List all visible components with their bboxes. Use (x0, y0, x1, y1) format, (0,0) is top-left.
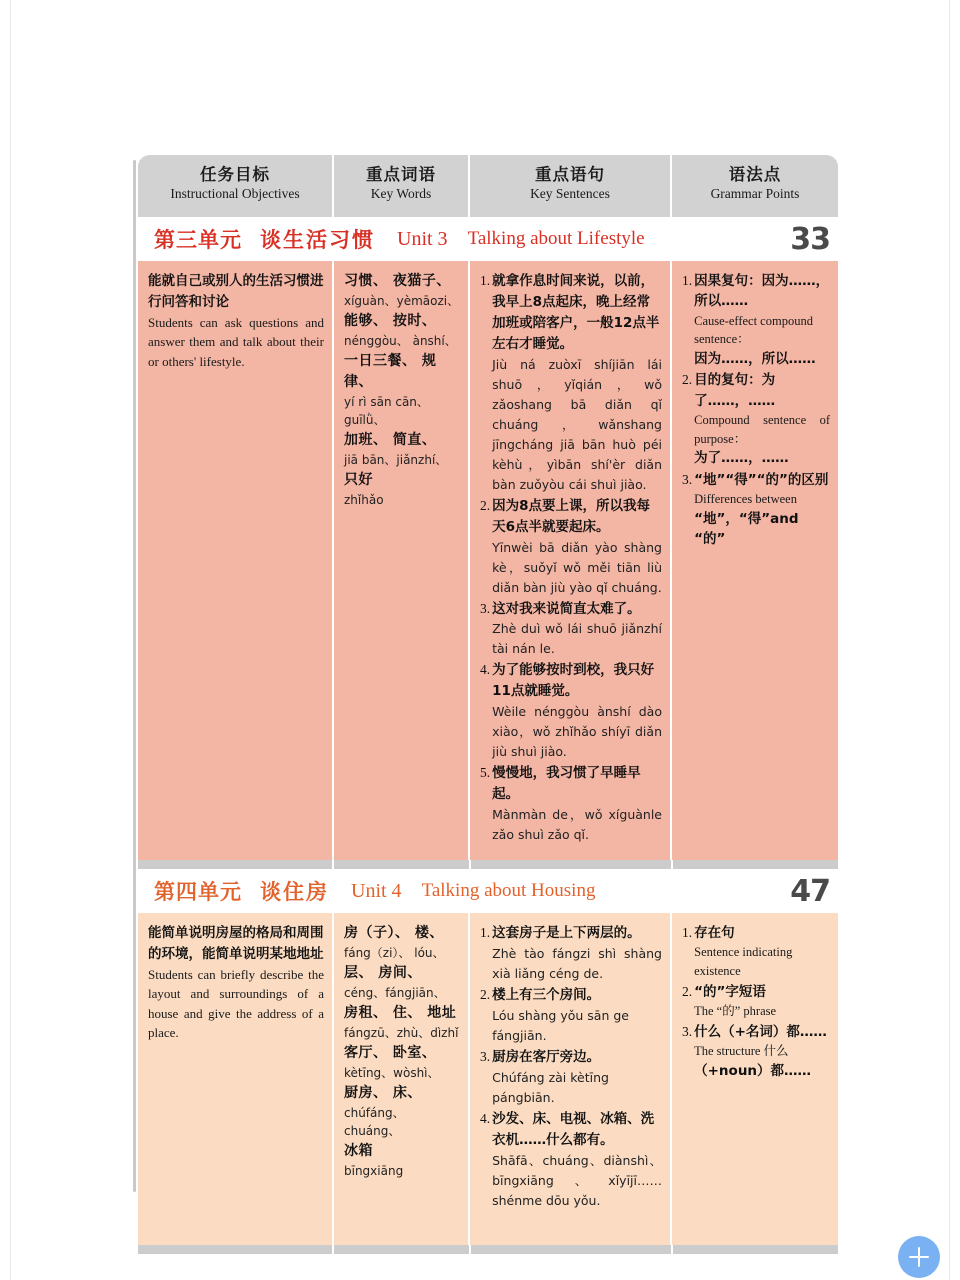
sentence-cn: 就拿作息时间来说，以前，我早上8点起床，晚上经常加班或陪客户，一般12点半左右才睡觉。 (492, 273, 660, 352)
grammar-item (682, 982, 830, 1021)
sentence-number: 3. (480, 600, 491, 616)
book-spine (133, 160, 136, 1192)
sentence-pinyin: Jiù ná zuòxī shíjiān lái shuō，yǐqián，wǒ zǎoshang bā diǎn qǐ chuáng，wǎnshang jīngcháng jiā bān huò péi kèhù，yìbān shí'èr diǎn bàn zuǒyòu cái shuì jiào. (492, 356, 662, 492)
grammar-en: The “的” phrase (694, 1004, 777, 1019)
keyword-cn: 一日三餐、 规律、 (344, 353, 437, 390)
sentence-number: 1. (480, 925, 491, 941)
keyword-group (344, 470, 460, 509)
sentence-pinyin: Yīnwèi bā diǎn yào shàng kè，suǒyǐ wǒ měi tiān liù diǎn bàn jiù yào qǐ chuáng. (492, 539, 662, 595)
sentence-number: 2. (480, 497, 491, 513)
grammar-cn: 什么（+名词）都…… (694, 1023, 827, 1040)
add-button[interactable] (898, 1236, 940, 1278)
unit-number-cn-4: 第四单元 (154, 880, 242, 905)
column-header-objectives (138, 155, 334, 217)
grammar-list-3 (682, 271, 830, 549)
objectives-cn-3: 能就自己或别人的生活习惯进行问答和讨论 (148, 273, 324, 310)
sentence-pinyin: Zhè tào fángzi shì shàng xià liǎng céng de. (492, 946, 662, 982)
unit-title-cn-3: 谈生活习惯 (260, 228, 375, 252)
grammar-number: 2. (682, 372, 693, 388)
keyword-cn: 房（子）、 楼、 (344, 925, 444, 942)
column-header-objectives-cn: 任务目标 (200, 165, 270, 184)
cell-keysentences-4 (470, 913, 672, 1245)
keyword-cn: 房租、 住、 地址 (344, 1005, 457, 1022)
keyword-pinyin: xíguàn、yèmāozi、 (344, 294, 460, 308)
unit-title-cn-4: 谈住房 (260, 880, 329, 905)
page-left-edge (10, 0, 11, 1280)
sentence-item (480, 660, 662, 762)
grammar-en: Cause-effect compound sentence： (694, 313, 813, 347)
sentence-number: 4. (480, 1110, 491, 1126)
grammar-en: Sentence indicating existence (694, 945, 793, 979)
keyword-cn: 能够、 按时、 (344, 313, 437, 329)
unit-page-number-3: 33 (790, 221, 830, 257)
grammar-item (682, 1022, 830, 1081)
keyword-group (344, 1043, 460, 1082)
unit-section-3 (138, 217, 838, 869)
keyword-pinyin: fáng（zi）、 lóu、 (344, 946, 445, 961)
unit-title-band-3 (138, 217, 838, 261)
unit-title-band-4 (138, 869, 838, 913)
keyword-cn: 厨房、 床、 (344, 1085, 422, 1102)
sentence-list-3 (480, 271, 662, 845)
sentence-pinyin: Shāfā、chuáng、diànshì、bīngxiāng、xǐyījī…… shénme dōu yǒu. (492, 1152, 662, 1208)
sentence-cn: 楼上有三个房间。 (492, 987, 601, 1004)
grammar-item (682, 470, 830, 550)
grammar-cn: “的”字短语 (694, 983, 766, 1000)
unit-section-4 (138, 869, 838, 1254)
sentence-cn: 为了能够按时到校，我只好11点就睡觉。 (492, 662, 655, 700)
sentence-number: 5. (480, 765, 491, 781)
unit-number-cn-3: 第三单元 (154, 228, 242, 252)
cell-grammar-4 (672, 913, 838, 1245)
sentence-cn: 沙发、床、电视、冰箱、洗衣机……什么都有。 (492, 1110, 655, 1148)
unit-body-row-3 (138, 261, 838, 860)
objectives-en-4: Students can briefly describe the layout and surroundings of a house and give the address of a place. (148, 966, 324, 1041)
plus-icon (918, 1247, 920, 1267)
column-header-grammar-cn: 语法点 (728, 165, 782, 184)
keywords-list-4 (344, 923, 460, 1180)
sentence-number: 3. (480, 1048, 491, 1064)
unit-title-en-4: Talking about Housing (421, 880, 596, 902)
grammar-item (682, 923, 830, 981)
sentence-cn: 这套房子是上下两层的。 (492, 925, 641, 942)
grammar-en-cn: “地”，“得”and “的” (694, 510, 799, 547)
keyword-cn: 加班、 简直、 (344, 432, 437, 448)
sentence-item (480, 923, 662, 984)
sentence-pinyin: Zhè duì wǒ lái shuō jiǎnzhí tài nán le. (492, 621, 662, 657)
keyword-group (344, 351, 460, 429)
keyword-group (344, 1083, 460, 1140)
keyword-pinyin: céng、fángjiān、 (344, 986, 446, 1001)
unit-row-footer-3 (138, 860, 838, 869)
sentence-pinyin: Lóu shàng yǒu sān ge fángjiān. (492, 1007, 629, 1043)
grammar-en: Compound sentence of purpose： (694, 412, 830, 446)
column-header-grammar (672, 155, 838, 217)
sentence-list-4 (480, 923, 662, 1211)
keyword-cn: 只好 (344, 472, 373, 488)
keywords-list-3 (344, 271, 460, 509)
column-header-objectives-en: Instructional Objectives (170, 186, 300, 202)
keyword-pinyin: nénggòu、 ànshí、 (344, 334, 457, 348)
keyword-cn: 层、 房间、 (344, 965, 422, 982)
keyword-pinyin: fángzū、zhù、dìzhǐ (344, 1026, 459, 1041)
grammar-item (682, 370, 830, 468)
sentence-item (480, 1109, 662, 1211)
grammar-item (682, 271, 830, 369)
grammar-number: 3. (682, 1023, 693, 1039)
cell-keysentences-3 (470, 261, 672, 860)
sentence-cn: 慢慢地，我习惯了早睡早起。 (492, 765, 641, 803)
unit-number-en-4: Unit 4 (351, 879, 402, 902)
cell-objectives-4 (138, 913, 334, 1245)
grammar-en: The structure 什么 (694, 1044, 789, 1059)
column-header-keysentences (470, 155, 672, 217)
sentence-pinyin: Chúfáng zài kètīng pángbiān. (492, 1069, 609, 1105)
unit-page-number-4: 47 (790, 873, 830, 909)
sentence-number: 1. (480, 273, 491, 288)
keyword-pinyin: yí rì sān cān、guīlǜ、 (344, 395, 429, 427)
grammar-list-4 (682, 923, 830, 1081)
grammar-number: 1. (682, 273, 693, 288)
keyword-pinyin: zhǐhǎo (344, 493, 384, 507)
table-header-row (138, 155, 838, 217)
unit-body-row-4 (138, 913, 838, 1245)
cell-objectives-3 (138, 261, 334, 860)
sentence-item (480, 496, 662, 598)
sentence-pinyin: Mànmàn de，wǒ xíguànle zǎo shuì zǎo qǐ. (492, 807, 662, 843)
keyword-group (344, 1003, 460, 1042)
unit-number-en-3: Unit 3 (397, 227, 448, 250)
sentence-item (480, 985, 662, 1046)
keyword-group (344, 923, 460, 962)
keyword-cn: 习惯、 夜猫子、 (344, 273, 451, 289)
cell-keywords-4 (334, 913, 470, 1245)
grammar-en-cn: （+noun）都…… (694, 1062, 812, 1079)
objectives-cn-4: 能简单说明房屋的格局和周围的环境，能简单说明某地地址 (148, 925, 324, 963)
keyword-group (344, 963, 460, 1002)
grammar-cn: 存在句 (694, 925, 735, 942)
sentence-number: 4. (480, 662, 491, 678)
grammar-number: 2. (682, 983, 693, 999)
grammar-cn: 因果复句：因为……，所以…… (694, 273, 830, 310)
keyword-pinyin: bīngxiāng (344, 1164, 404, 1179)
keyword-group (344, 1141, 460, 1180)
grammar-number: 3. (682, 471, 693, 487)
keyword-group (344, 271, 460, 310)
column-header-keywords-en: Key Words (370, 186, 432, 202)
grammar-cn: 目的复句：为了……，…… (694, 372, 776, 409)
keyword-pinyin: jiā bān、jiǎnzhí、 (344, 453, 448, 467)
sentence-cn: 因为8点要上课，所以我每天6点半就要起床。 (492, 497, 651, 535)
sentence-item (480, 1047, 662, 1108)
keyword-group (344, 430, 460, 469)
page-right-edge (949, 0, 950, 1280)
column-header-keysentences-cn: 重点语句 (535, 165, 605, 184)
cell-grammar-3 (672, 261, 838, 860)
sentence-item (480, 599, 662, 660)
cell-keywords-3 (334, 261, 470, 860)
keyword-cn: 冰箱 (344, 1143, 373, 1160)
grammar-number: 1. (682, 925, 693, 941)
grammar-cn: “地”“得”“的”的区别 (694, 471, 829, 488)
sentence-item (480, 763, 662, 845)
unit-title-en-3: Talking about Lifestyle (467, 228, 645, 249)
grammar-en-cn: 因为……，所以…… (694, 351, 816, 367)
column-header-grammar-en: Grammar Points (710, 186, 800, 202)
grammar-en: Differences between (694, 491, 797, 506)
keyword-cn: 客厅、 卧室、 (344, 1045, 437, 1062)
sentence-item (480, 271, 662, 495)
sentence-number: 2. (480, 987, 491, 1003)
sentence-cn: 这对我来说简直太难了。 (492, 600, 641, 617)
keyword-group (344, 311, 460, 350)
unit-row-footer-4 (138, 1245, 838, 1254)
column-header-keywords (334, 155, 470, 217)
syllabus-table (138, 155, 838, 1254)
column-header-keywords-cn: 重点词语 (366, 165, 436, 184)
keyword-pinyin: kètīng、wòshì、 (344, 1066, 440, 1081)
column-header-keysentences-en: Key Sentences (530, 186, 610, 202)
sentence-cn: 厨房在客厅旁边。 (492, 1048, 601, 1065)
grammar-en-cn: 为了……，…… (694, 450, 789, 467)
keyword-pinyin: chúfáng、chuáng、 (344, 1106, 405, 1139)
objectives-en-3: Students can ask questions and answer them and talk about their or others' lifestyle. (148, 314, 324, 369)
sentence-pinyin: Wèile nénggòu ànshí dào xiào，wǒ zhǐhǎo shíyī diǎn jiù shuì jiào. (492, 704, 662, 760)
